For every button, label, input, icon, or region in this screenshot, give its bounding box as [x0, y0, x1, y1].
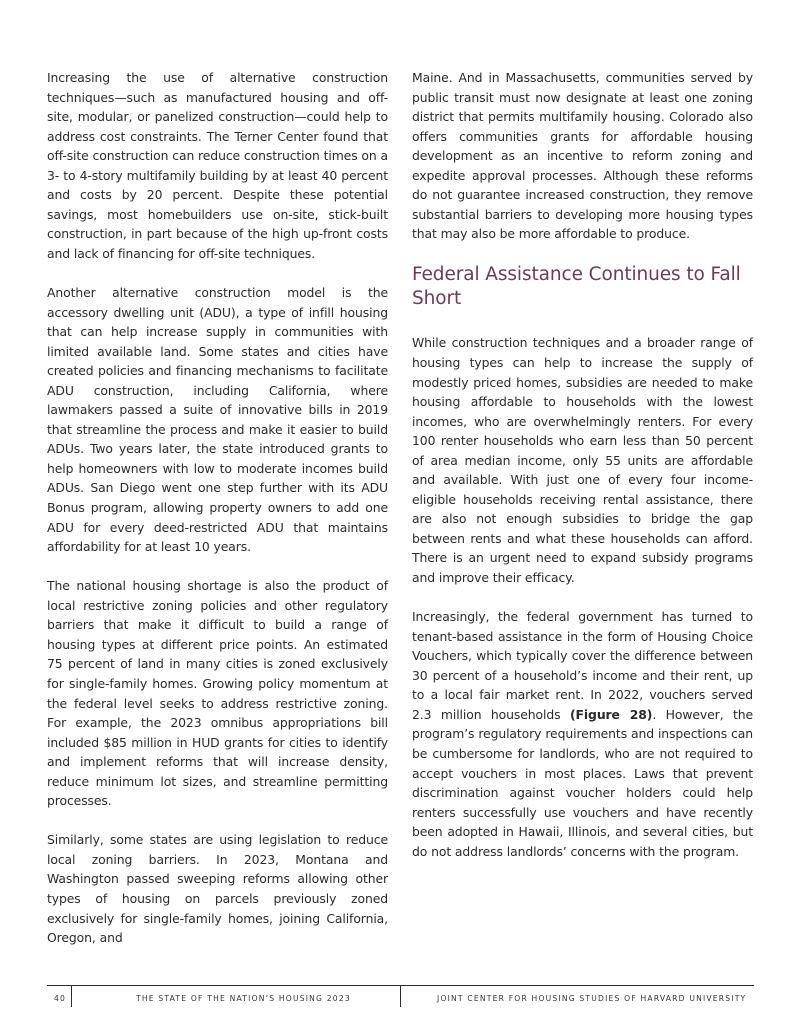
- footer-tick-middle: [400, 985, 401, 1007]
- paragraph-subsidies: While construction techniques and a broader range of housing types can help to increase the supply of modestly priced homes, subsidies are needed to make housing affordable to households with the lowest incomes, who are overwhelmingly renters. For every 100 renter households who earn less than 50 percent of area median income, only 55 units are affordable and available. With just one of every four income-eligible households receiving rental assistance, there are also not enough subsidies to bridge the gap between rents and what these households can afford. There is an urgent need to expand subsidy programs and improve their efficacy.: [412, 335, 753, 586]
- footer-organization: JOINT CENTER FOR HOUSING STUDIES OF HARVARD UNIVERSITY: [437, 994, 747, 1003]
- right-column: [412, 68, 753, 861]
- paragraph-vouchers: [412, 607, 753, 861]
- paragraph-adu: Another alternative construction model is the accessory dwelling unit (ADU), a type of infill housing that can help increase supply in communities with limited available land. Some states and cities have created policies and financing mechanisms to facilitate ADU construction, including California, where lawmakers passed a suite of innovative bills in 2019 that streamline the process and make it easier to build ADUs. Two years later, the state introduced grants to help homeowners with low to moderate incomes build ADUs. San Diego went one step further with its ADU Bonus program, allowing property owners to add one ADU for every deed-restricted ADU that maintains affordability for at least 10 years.: [47, 285, 388, 555]
- vouchers-text-end: . However, the program’s regulatory requirements and inspections can be cumbersome for landlords, who are not required to accept vouchers in most places. Laws that prevent discrimination against voucher holders could help renters successfully use vouchers and have recently been adopted in Hawaii, Illinois, and several cities, but do not address landlords’ concerns with the program.: [412, 706, 753, 859]
- page-number: 40: [54, 994, 67, 1003]
- paragraph-state-legislation: Similarly, some states are using legislation to reduce local zoning barriers. In 2023, Montana and Washington passed sweeping reforms allowing other types of housing on parcels previously zoned exclusively for single-family homes, joining California, Oregon, and: [47, 832, 388, 946]
- footer-tick-left: [71, 985, 72, 1007]
- paragraph-alternative-construction: Increasing the use of alternative construction techniques—such as manufactured housing and off-site, modular, or panelized construction—could help to address cost constraints. The Terner Center found that off-site construction can reduce construction times on a 3- to 4-story multifamily building by at least 40 percent and costs by 20 percent. Despite these potential savings, most homebuilders use on-site, stick-built construction, in part because of the high up-front costs and lack of financing for off-site techniques.: [47, 70, 388, 261]
- paragraph-zoning: The national housing shortage is also the product of local restrictive zoning policies and other regulatory barriers that make it difficult to build a range of housing types at different price points. An estimated 75 percent of land in many cities is zoned exclusively for single-family homes. Growing policy momentum at the federal level seeks to address restrictive zoning. For example, the 2023 omnibus appropriations bill included $85 million in HUD grants for cities to identify and implement reforms that will increase density, reduce minimum lot sizes, and streamline permitting processes.: [47, 578, 388, 809]
- section-heading: Federal Assistance Continues to Fall Short: [412, 264, 741, 310]
- vouchers-text-start: Increasingly, the federal government has turned to tenant-based assistance in the form of Housing Choice Vouchers, which typically cover the difference between 30 percent of a household’s income and their rent, up to a local fair market rent. In 2022, vouchers served 2.3 million households: [412, 609, 753, 722]
- left-column: [47, 68, 388, 967]
- paragraph-continuation: Maine. And in Massachusetts, communities served by public transit must now designate at least one zoning district that permits multifamily housing. Colorado also offers communities grants for affordable housing development as an incentive to reform zoning and expedite approval processes. Although these reforms do not guarantee increased construction, they remove substantial barriers to developing more housing types that may also be more affordable to produce.: [412, 70, 753, 242]
- figure-reference-link[interactable]: (Figure 28): [569, 706, 653, 722]
- footer-publication-title: THE STATE OF THE NATION’S HOUSING 2023: [136, 994, 351, 1003]
